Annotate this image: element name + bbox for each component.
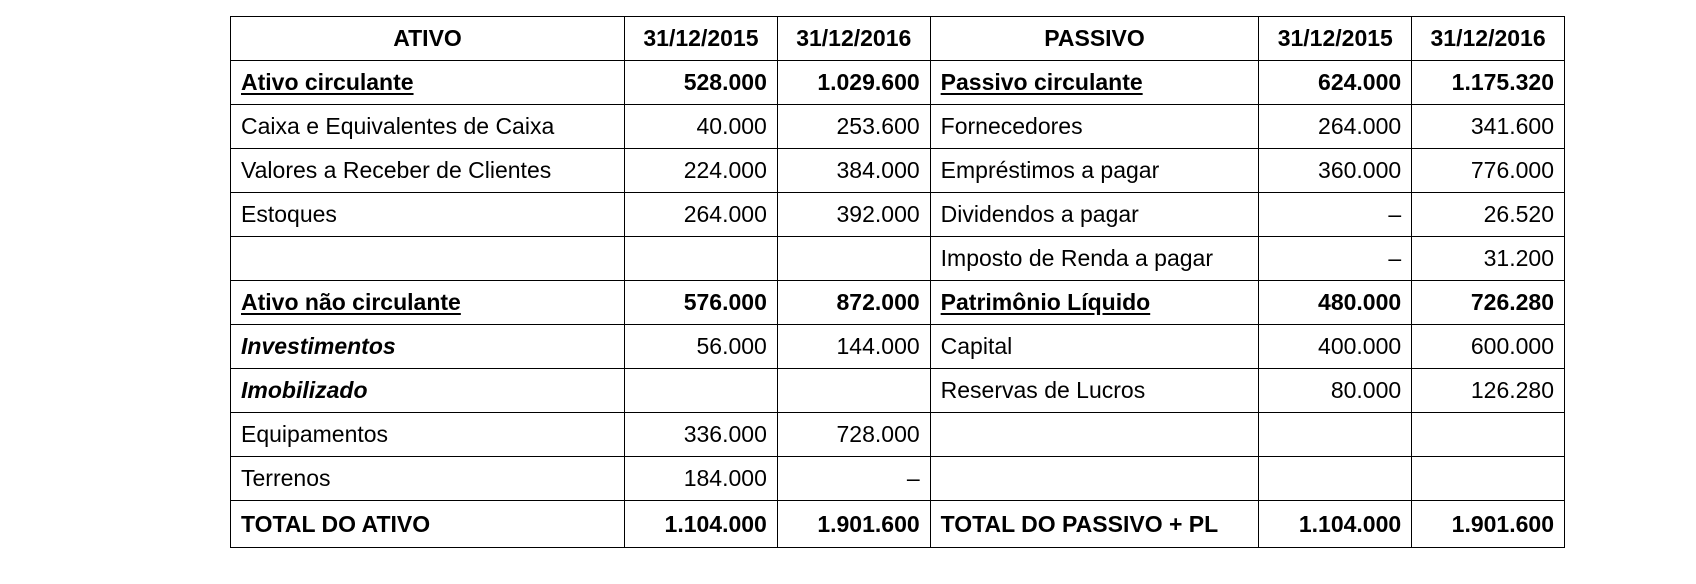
passivo-value-2015 (1259, 237, 1412, 281)
ativo-value-2015 (625, 237, 778, 281)
passivo-label-text: Imposto de Renda a pagar (940, 245, 1214, 271)
ativo-value-2015-text: 576.000 (683, 289, 767, 315)
table-row (231, 369, 1565, 413)
ativo-value-2015 (625, 61, 778, 105)
ativo-label-text: Investimentos (241, 333, 396, 359)
table-row (231, 193, 1565, 237)
passivo-label (930, 149, 1259, 193)
header-passivo-2016: 31/12/2016 (1412, 17, 1565, 61)
ativo-value-2015 (625, 193, 778, 237)
ativo-value-2016-text: – (906, 465, 920, 491)
ativo-label-text: Terrenos (241, 465, 331, 491)
passivo-value-2016-text: 726.280 (1470, 289, 1554, 315)
ativo-value-2016-text: 384.000 (836, 157, 920, 183)
ativo-value-2015-text: 1.104.000 (664, 510, 767, 537)
passivo-value-2016-text: 1.901.600 (1451, 510, 1554, 537)
header-passivo: PASSIVO (930, 17, 1259, 61)
ativo-value-2015 (625, 281, 778, 325)
ativo-label-text: Caixa e Equivalentes de Caixa (241, 113, 555, 139)
ativo-value-2015 (625, 457, 778, 501)
header-ativo-2016: 31/12/2016 (777, 17, 930, 61)
ativo-value-2015 (625, 413, 778, 457)
ativo-value-2016 (777, 325, 930, 369)
table-row (231, 281, 1565, 325)
passivo-label-text: Passivo circulante (940, 69, 1143, 95)
passivo-label-text: Capital (940, 333, 1013, 359)
ativo-label-text: Imobilizado (241, 377, 368, 403)
ativo-value-2016 (777, 501, 930, 548)
passivo-value-2015-text: 624.000 (1318, 69, 1402, 95)
ativo-value-2016 (777, 457, 930, 501)
table-row (231, 457, 1565, 501)
passivo-value-2016 (1412, 237, 1565, 281)
ativo-value-2016 (777, 149, 930, 193)
passivo-value-2016 (1412, 61, 1565, 105)
ativo-value-2015-text: 184.000 (683, 465, 767, 491)
passivo-value-2016 (1412, 149, 1565, 193)
passivo-value-2016 (1412, 325, 1565, 369)
table-row (231, 325, 1565, 369)
passivo-value-2015 (1259, 61, 1412, 105)
ativo-value-2015-text: 336.000 (683, 421, 767, 447)
passivo-value-2016-text: 776.000 (1470, 157, 1554, 183)
ativo-value-2016-text: 144.000 (836, 333, 920, 359)
passivo-label (930, 237, 1259, 281)
table-row (231, 61, 1565, 105)
ativo-value-2016 (777, 61, 930, 105)
passivo-value-2015 (1259, 149, 1412, 193)
passivo-value-2016-text: 341.600 (1470, 113, 1554, 139)
passivo-value-2015-text: 400.000 (1318, 333, 1402, 359)
ativo-value-2015 (625, 501, 778, 548)
passivo-value-2016 (1412, 281, 1565, 325)
passivo-value-2016 (1412, 369, 1565, 413)
passivo-value-2016 (1412, 193, 1565, 237)
passivo-value-2015-text: 480.000 (1318, 289, 1402, 315)
ativo-value-2016 (777, 105, 930, 149)
passivo-label-text: Dividendos a pagar (940, 201, 1139, 227)
table-row (231, 105, 1565, 149)
passivo-label (930, 61, 1259, 105)
passivo-label-text: TOTAL DO PASSIVO + PL (940, 510, 1219, 537)
passivo-value-2015-text: – (1388, 245, 1402, 271)
ativo-label (231, 501, 625, 548)
passivo-label (930, 193, 1259, 237)
ativo-value-2016-text: 872.000 (836, 289, 920, 315)
ativo-value-2015-text: 224.000 (683, 157, 767, 183)
ativo-label (231, 61, 625, 105)
ativo-label (231, 281, 625, 325)
ativo-value-2015 (625, 325, 778, 369)
passivo-value-2015 (1259, 369, 1412, 413)
passivo-value-2016-text: 31.200 (1483, 245, 1554, 271)
table-row (231, 149, 1565, 193)
passivo-value-2015-text: 360.000 (1318, 157, 1402, 183)
header-ativo-2015: 31/12/2015 (625, 17, 778, 61)
ativo-label (231, 149, 625, 193)
header-row (231, 17, 1565, 61)
ativo-value-2016-text: 1.029.600 (817, 69, 920, 95)
ativo-label-text: Estoques (241, 201, 337, 227)
ativo-label (231, 413, 625, 457)
passivo-label-text: Reservas de Lucros (940, 377, 1146, 403)
passivo-label-text: Fornecedores (940, 113, 1083, 139)
passivo-value-2016-text: 1.175.320 (1451, 69, 1554, 95)
passivo-label (930, 413, 1259, 457)
passivo-value-2016-text: 126.280 (1470, 377, 1554, 403)
passivo-label (930, 281, 1259, 325)
ativo-value-2016-text: 1.901.600 (817, 510, 920, 537)
ativo-label-text: Ativo circulante (241, 69, 414, 95)
passivo-value-2015-text: – (1388, 201, 1402, 227)
ativo-value-2015 (625, 369, 778, 413)
ativo-value-2016 (777, 369, 930, 413)
ativo-label (231, 237, 625, 281)
ativo-value-2016 (777, 413, 930, 457)
ativo-value-2016 (777, 281, 930, 325)
passivo-label (930, 105, 1259, 149)
passivo-label (930, 501, 1259, 548)
passivo-value-2015 (1259, 281, 1412, 325)
ativo-value-2016-text: 392.000 (836, 201, 920, 227)
ativo-value-2016 (777, 237, 930, 281)
passivo-value-2015 (1259, 105, 1412, 149)
passivo-value-2015 (1259, 457, 1412, 501)
ativo-label-text: TOTAL DO ATIVO (241, 510, 431, 537)
ativo-label-text: Ativo não circulante (241, 289, 461, 315)
passivo-value-2015 (1259, 325, 1412, 369)
header-ativo: ATIVO (231, 17, 625, 61)
ativo-value-2015 (625, 149, 778, 193)
passivo-value-2015-text: 80.000 (1330, 377, 1402, 403)
passivo-value-2015-text: 264.000 (1318, 113, 1402, 139)
ativo-value-2016-text: 253.600 (836, 113, 920, 139)
ativo-value-2015 (625, 105, 778, 149)
ativo-label (231, 105, 625, 149)
passivo-value-2016 (1412, 413, 1565, 457)
header-passivo-2015: 31/12/2015 (1259, 17, 1412, 61)
passivo-label-text: Patrimônio Líquido (940, 289, 1151, 315)
ativo-label-text: Equipamentos (241, 421, 389, 447)
ativo-label-text: Valores a Receber de Clientes (241, 157, 552, 183)
passivo-value-2016-text: 26.520 (1483, 201, 1554, 227)
ativo-value-2015-text: 528.000 (683, 69, 767, 95)
passivo-value-2015-text: 1.104.000 (1298, 510, 1402, 537)
ativo-value-2015-text: 40.000 (696, 113, 767, 139)
ativo-value-2016-text: 728.000 (836, 421, 920, 447)
passivo-value-2016 (1412, 501, 1565, 548)
passivo-label (930, 369, 1259, 413)
table-row (231, 501, 1565, 548)
ativo-label (231, 193, 625, 237)
passivo-value-2016 (1412, 457, 1565, 501)
passivo-value-2015 (1259, 193, 1412, 237)
ativo-value-2015-text: 264.000 (683, 201, 767, 227)
ativo-label (231, 369, 625, 413)
passivo-value-2016 (1412, 105, 1565, 149)
passivo-label (930, 457, 1259, 501)
passivo-label-text: Empréstimos a pagar (940, 157, 1160, 183)
passivo-value-2015 (1259, 413, 1412, 457)
table-row (231, 237, 1565, 281)
ativo-value-2015-text: 56.000 (696, 333, 767, 359)
passivo-label (930, 325, 1259, 369)
ativo-value-2016 (777, 193, 930, 237)
ativo-label (231, 457, 625, 501)
balance-sheet-table (230, 16, 1565, 548)
table-row (231, 413, 1565, 457)
passivo-value-2016-text: 600.000 (1470, 333, 1554, 359)
ativo-label (231, 325, 625, 369)
passivo-value-2015 (1259, 501, 1412, 548)
